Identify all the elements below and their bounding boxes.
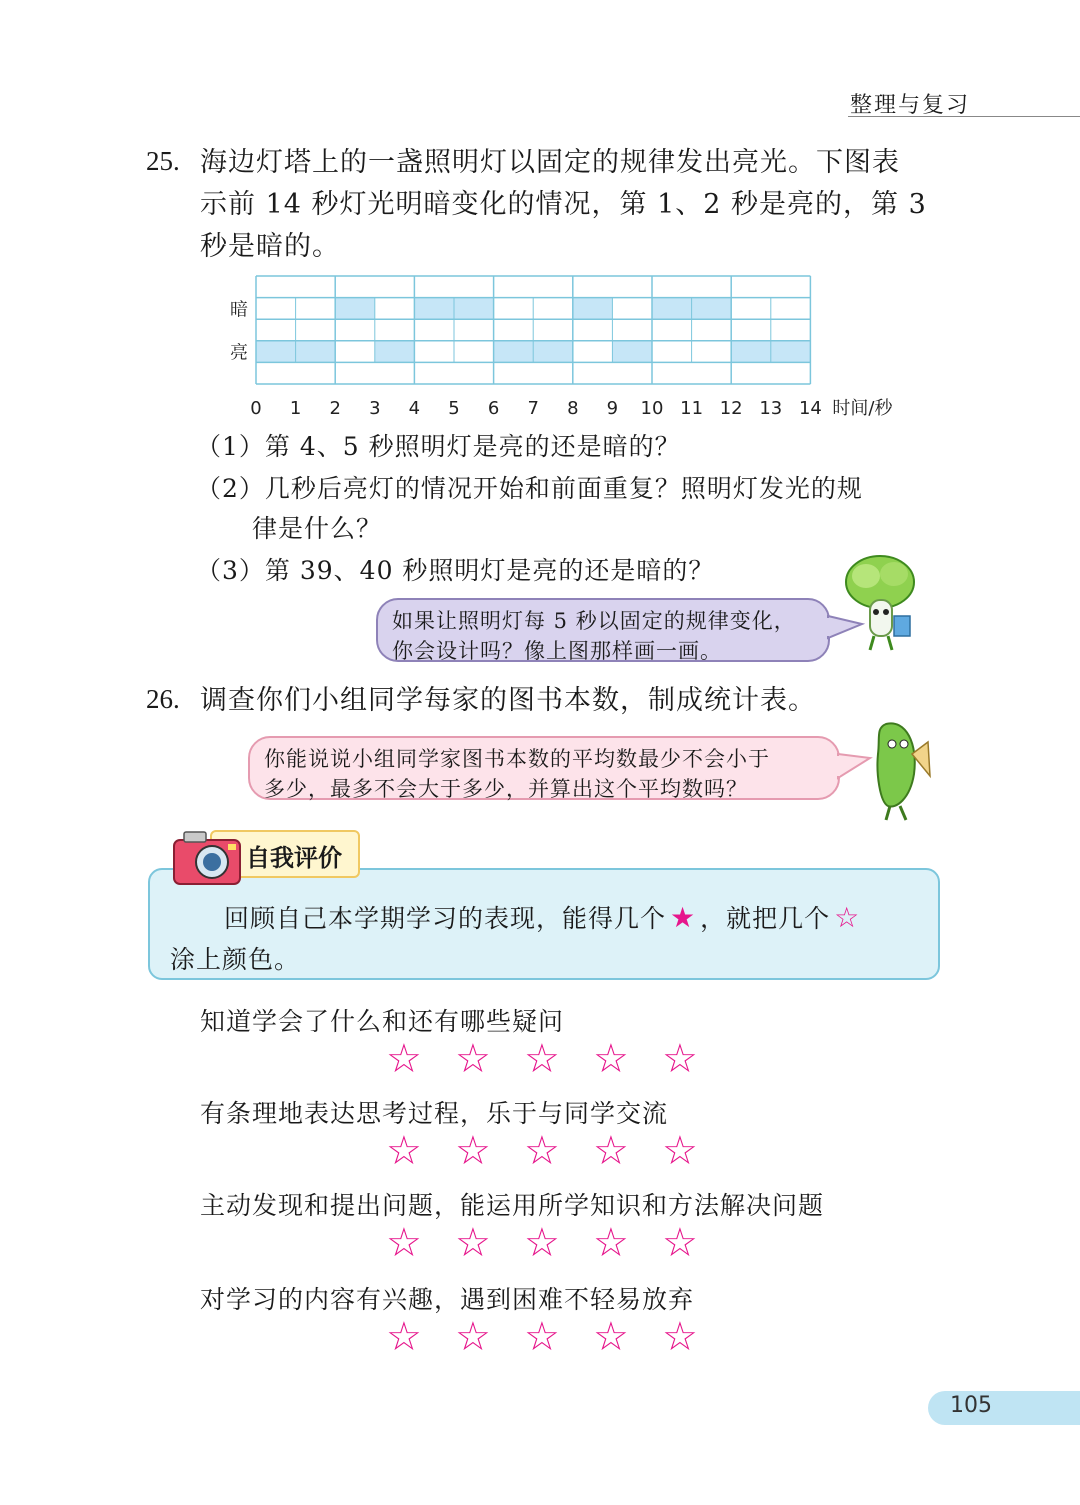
question-26-number: 26.	[146, 684, 180, 714]
filled-star-icon: ★	[670, 901, 697, 934]
x-tick-label: 0	[250, 398, 262, 419]
question-25-line-1: 海边灯塔上的一盏照明灯以固定的规律发出亮光。下图表	[200, 147, 900, 178]
dark-interval-bar	[573, 298, 613, 320]
question-26-text: 调查你们小组同学每家的图书本数，制成统计表。	[200, 685, 816, 716]
hint-bubble-26	[248, 736, 840, 800]
x-tick-label: 7	[527, 398, 539, 419]
star-icon[interactable]: ☆	[386, 1128, 422, 1174]
header-divider	[848, 116, 1080, 117]
page-number: 105	[950, 1393, 992, 1418]
star-icon[interactable]: ☆	[524, 1036, 560, 1082]
x-tick-label: 6	[487, 398, 500, 419]
dark-interval-bar	[335, 298, 375, 320]
self-evaluation-line-1-a: 回顾自己本学期学习的表现，能得几个	[224, 904, 667, 933]
star-icon[interactable]: ☆	[455, 1220, 491, 1266]
cabbage-character-illustration	[836, 552, 922, 652]
peapod-character-illustration	[866, 714, 936, 824]
star-icon[interactable]: ☆	[455, 1314, 491, 1360]
x-axis-unit-label: 时间/秒	[832, 398, 893, 419]
star-icon[interactable]: ☆	[386, 1036, 422, 1082]
star-icon[interactable]: ☆	[455, 1036, 491, 1082]
empty-star-icon: ☆	[834, 901, 861, 934]
star-icon[interactable]: ☆	[593, 1220, 629, 1266]
hint-bubble-25-line-1: 如果让照明灯每 5 秒以固定的规律变化，	[392, 609, 796, 633]
question-25-number: 25.	[146, 146, 180, 176]
bright-interval-bar	[612, 341, 652, 363]
x-tick-label: 5	[448, 398, 460, 419]
star-icon[interactable]: ☆	[593, 1128, 629, 1174]
x-tick-label: 9	[606, 398, 619, 419]
eval-item-4: 对学习的内容有兴趣，遇到困难不轻易放弃	[200, 1285, 695, 1314]
rating-stars-4	[386, 1314, 731, 1360]
hint-bubble-26-line-2: 多少，最多不会大于多少，并算出这个平均数吗？	[264, 777, 748, 801]
star-icon[interactable]: ☆	[593, 1314, 629, 1360]
rating-stars-2	[386, 1128, 731, 1174]
star-icon[interactable]: ☆	[662, 1314, 698, 1360]
star-icon[interactable]: ☆	[662, 1128, 698, 1174]
x-tick-label: 10	[640, 398, 664, 419]
star-icon[interactable]: ☆	[455, 1128, 491, 1174]
x-tick-label: 4	[408, 398, 421, 419]
star-icon[interactable]: ☆	[524, 1314, 560, 1360]
eval-item-2: 有条理地表达思考过程，乐于与同学交流	[200, 1099, 669, 1128]
x-tick-label: 3	[369, 398, 381, 419]
rating-stars-1	[386, 1036, 731, 1082]
x-tick-label: 14	[798, 398, 822, 419]
hint-bubble-25-line-2: 你会设计吗？像上图那样画一画。	[392, 639, 722, 663]
star-icon[interactable]: ☆	[593, 1036, 629, 1082]
star-icon[interactable]: ☆	[386, 1220, 422, 1266]
x-tick-label: 8	[567, 398, 579, 419]
eval-item-1: 知道学会了什么和还有哪些疑问	[200, 1007, 565, 1036]
x-tick-label: 1	[289, 398, 302, 419]
question-25-line-2: 示前 14 秒灯光明暗变化的情况，第 1、2 秒是亮的，第 3	[200, 189, 927, 220]
camera-icon	[170, 826, 246, 888]
row-label-bright: 亮	[230, 342, 248, 364]
star-icon[interactable]: ☆	[386, 1314, 422, 1360]
sub-question-1: （1）第 4、5 秒照明灯是亮的还是暗的？	[196, 432, 681, 461]
x-tick-label: 13	[759, 398, 783, 419]
hint-bubble-26-line-1: 你能说说小组同学家图书本数的平均数最少不会小于	[264, 747, 770, 771]
bright-interval-bar	[375, 341, 415, 363]
star-icon[interactable]: ☆	[662, 1220, 698, 1266]
x-tick-label: 12	[719, 398, 743, 419]
star-icon[interactable]: ☆	[524, 1128, 560, 1174]
self-evaluation-title: 自我评价	[246, 844, 342, 872]
self-evaluation-line-1-b: ，就把几个	[700, 904, 831, 933]
hint-bubble-25	[376, 598, 830, 662]
self-evaluation-line-2: 涂上颜色。	[170, 945, 301, 974]
star-icon[interactable]: ☆	[524, 1220, 560, 1266]
light-timeline-chart	[220, 268, 920, 420]
star-icon[interactable]: ☆	[662, 1036, 698, 1082]
row-label-dark: 暗	[230, 299, 248, 321]
eval-item-3: 主动发现和提出问题，能运用所学知识和方法解决问题	[200, 1191, 825, 1220]
self-evaluation-line-1	[224, 898, 860, 939]
rating-stars-3	[386, 1220, 731, 1266]
question-25-line-3: 秒是暗的。	[200, 231, 340, 262]
sub-question-3: （3）第 39、40 秒照明灯是亮的还是暗的？	[196, 556, 715, 585]
x-tick-label: 2	[329, 398, 341, 419]
section-title: 整理与复习	[850, 93, 971, 118]
x-tick-label: 11	[680, 398, 704, 419]
sub-question-2-line-1: （2）几秒后亮灯的情况开始和前面重复？照明灯发光的规	[196, 474, 863, 503]
sub-question-2-line-2: 律是什么？	[252, 514, 383, 543]
